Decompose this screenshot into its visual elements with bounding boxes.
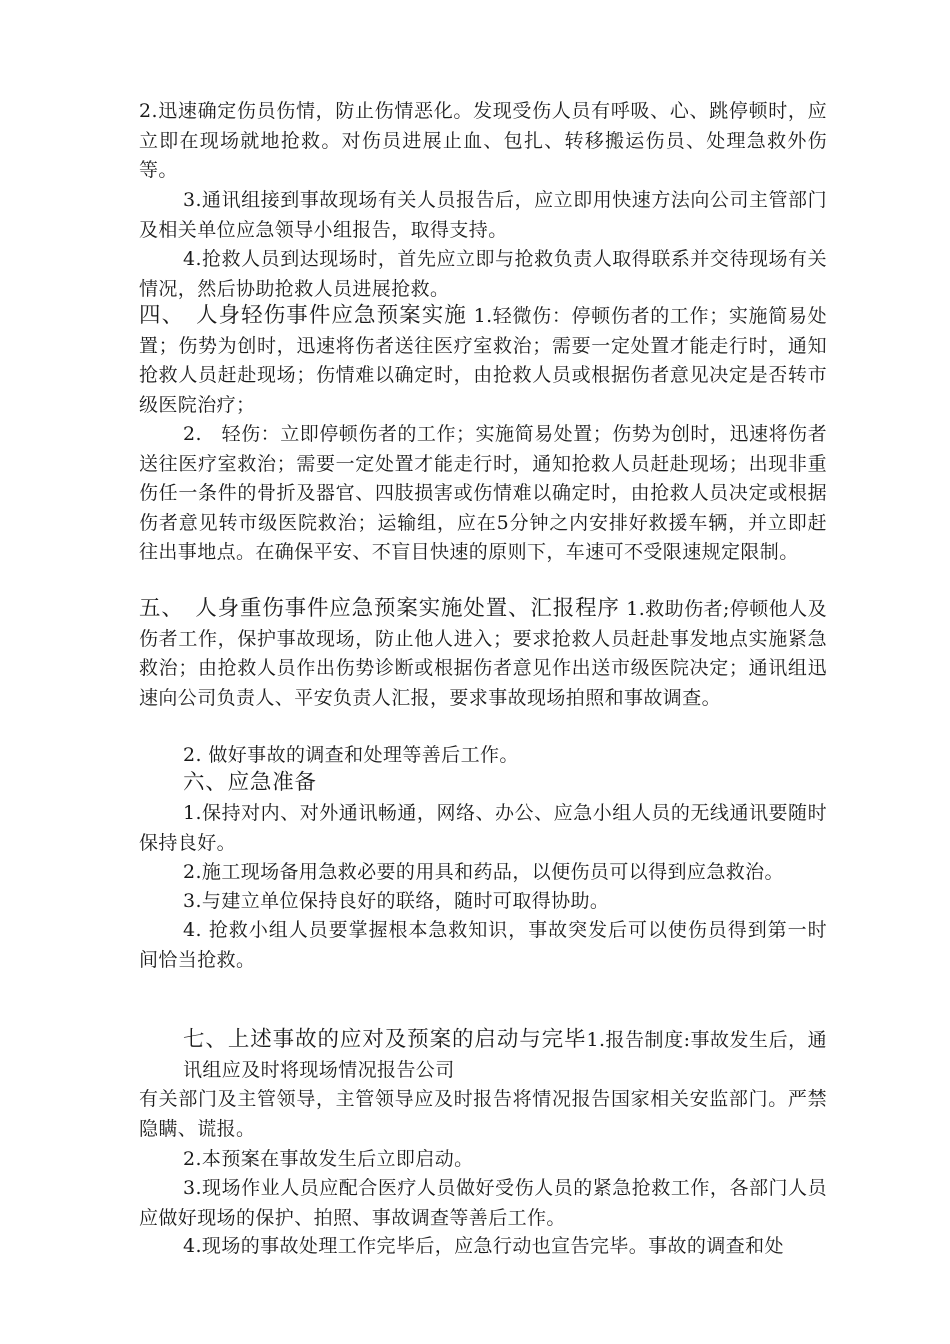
paragraph-rescue-arrival: 4.抢救人员到达现场时，首先应立即与抢救负责人取得联系并交待现场有关情况，然后协助抢救人员进展抢救。 (139, 248, 827, 300)
paragraph-light-injury: 2. 轻伤：立即停顿伤者的工作；实施简易处置；伤势为创时，迅速将伤者送往医疗室救治；需要一定处置才能走行时，通知抢救人员赶赴现场；出现非重伤任一条件的骨折及器官、四肢损害或伤情难以确定时，由抢救人员决定或根据伤者意见转市级医院救治；运输组，应在5分钟之内安排好救援车辆，并立即赶往出事地点。在确保平安、不盲目快速的原则下，车速可不受限速规定限制。 (139, 423, 827, 563)
section-7-body: 1.报告制度:事故发生后，通讯组应及时将现场情况报告公司 (183, 1029, 827, 1081)
section-5-serious-injury (139, 594, 827, 713)
paragraph-closure: 4.现场的事故处理工作完毕后，应急行动也宣告完毕。事故的调查和处 (183, 1235, 784, 1257)
section-5-heading: 五、 人身重伤事件应急预案实施处置、汇报程序 (139, 596, 620, 621)
section-4-heading: 四、 人身轻伤事件应急预案实施 (139, 303, 467, 328)
section-4-minor-injury (139, 301, 827, 420)
paragraph-first-aid-supplies: 2.施工现场备用急救必要的用具和药品，以便伤员可以得到应急救治。 (183, 861, 784, 883)
section-4-body: 1.轻微伤：停顿伤者的工作；实施简易处置；伤势为创时，迅速将伤者送往医疗室救治；需要一定处置才能走行时，通知抢救人员赶赴现场；伤情难以确定时，由抢救人员或根据伤者意见决定是否转市级医院治疗； (139, 305, 827, 416)
section-6-heading: 六、应急准备 (183, 770, 317, 795)
section-7-response (183, 1025, 827, 1085)
paragraph-injury-assessment: 2.迅速确定伤员伤情，防止伤情恶化。发现受伤人员有呼吸、心、跳停顿时，应立即在现场就地抢救。对伤员进展止血、包扎、转移搬运伤员、处理急救外伤等。 (139, 100, 827, 181)
paragraph-aftermath: 2. 做好事故的调查和处理等善后工作。 (183, 744, 519, 766)
section-5-body: 1.救助伤者;停顿他人及伤者工作，保护事故现场，防止他人进入；要求抢救人员赶赴事发地点实施紧急救治；由抢救人员作出伤势诊断或根据伤者意见作出送市级医院决定；通讯组迅速向公司负责人、平安负责人汇报，要求事故现场拍照和事故调查。 (139, 598, 827, 709)
paragraph-reporting: 有关部门及主管领导，主管领导应及时报告将情况报告国家相关安监部门。严禁隐瞒、谎报。 (139, 1088, 827, 1140)
paragraph-plan-activation: 2.本预案在事故发生后立即启动。 (183, 1148, 474, 1170)
paragraph-liaison: 3.与建立单位保持良好的联络，随时可取得协助。 (183, 890, 610, 912)
paragraph-comms-report: 3.通讯组接到事故现场有关人员报告后，应立即用快速方法向公司主管部门及相关单位应急领导小组报告，取得支持。 (139, 189, 827, 241)
paragraph-rescue-training: 4. 抢救小组人员要掌握根本急救知识，事故突发后可以使伤员得到第一时间恰当抢救。 (139, 919, 827, 971)
paragraph-communications: 1.保持对内、对外通讯畅通，网络、办公、应急小组人员的无线通讯要随时保持良好。 (139, 802, 827, 854)
section-7-heading: 七、上述事故的应对及预案的启动与完毕 (183, 1027, 587, 1052)
paragraph-onsite-cooperation: 3.现场作业人员应配合医疗人员做好受伤人员的紧急抢救工作，各部门人员应做好现场的保护、拍照、事故调查等善后工作。 (139, 1177, 827, 1229)
